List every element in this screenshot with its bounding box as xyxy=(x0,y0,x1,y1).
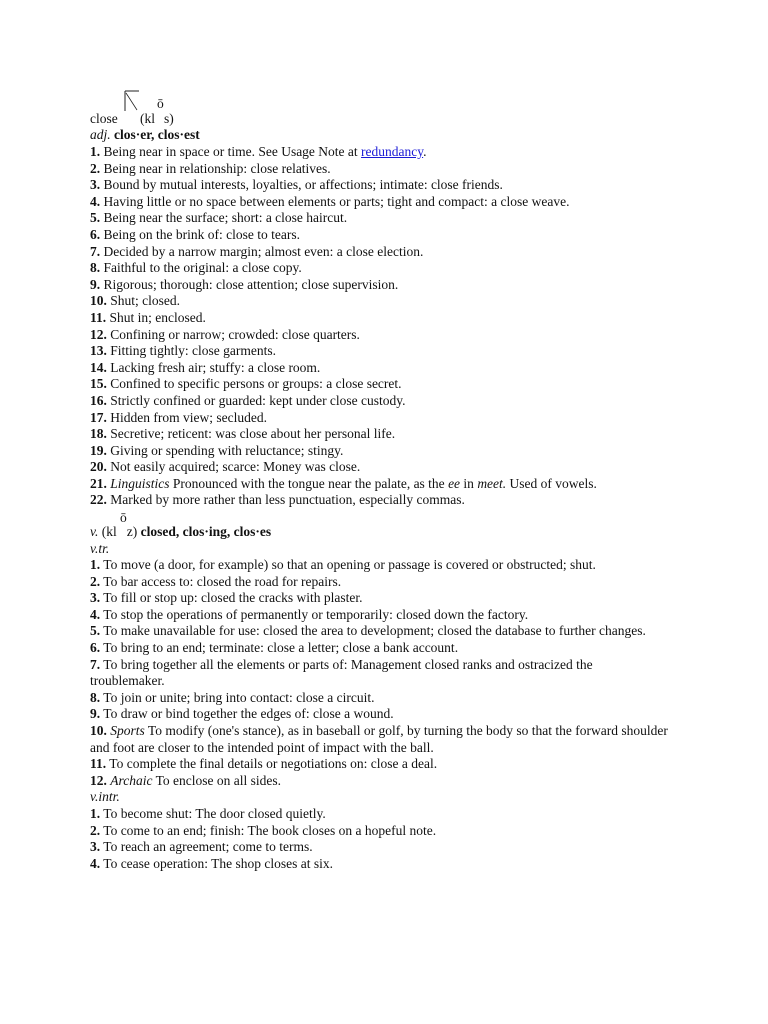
sense-adj-4: 4. Having little or no space between elements or parts; tight and compact: a close weave. xyxy=(90,193,570,209)
sense-vtr-6: 6. To bring to an end; terminate: close a letter; close a bank account. xyxy=(90,639,459,655)
adjective-header xyxy=(90,127,200,143)
sense-adj-11: 11. Shut in; enclosed. xyxy=(90,309,206,325)
pronunciation-glyph-box xyxy=(124,90,140,112)
verb-pronunciation-vowel: ō xyxy=(120,510,127,525)
sense-vintr-2: 2. To come to an end; finish: The book closes on a hopeful note. xyxy=(90,822,437,838)
sense-vtr-11: 11. To complete the final details or negotiations on: close a deal. xyxy=(90,756,438,772)
sense-adj-16: 16. Strictly confined or guarded: kept under close custody. xyxy=(90,392,406,408)
pronunciation-open: (kl xyxy=(140,111,155,126)
verb-inflections: closed, clos·ing, clos·es xyxy=(140,524,272,539)
sense-adj-14: 14. Lacking fresh air; stuffy: a close room. xyxy=(90,359,321,375)
verb-pron-open: (kl xyxy=(101,524,117,539)
sense-vtr-2: 2. To bar access to: closed the road for repairs. xyxy=(90,573,342,589)
pronunciation-close: s) xyxy=(164,111,174,126)
inflection-superlative: clos·est xyxy=(157,127,200,142)
sense-adj-17: 17. Hidden from view; secluded. xyxy=(90,409,267,425)
pos-label-adj: adj. xyxy=(90,127,111,142)
pos-label-verb: v. xyxy=(90,524,99,539)
sense-adj-13: 13. Fitting tightly: close garments. xyxy=(90,343,276,359)
sense-adj-2: 2. Being near in relationship: close relatives. xyxy=(90,160,331,176)
inflection-comparative: clos·er, xyxy=(114,127,155,142)
redundancy-link[interactable]: redundancy xyxy=(361,144,424,159)
sense-vtr-8: 8. To join or unite; bring into contact: close a circuit. xyxy=(90,689,375,705)
sense-adj-5: 5. Being near the surface; short: a close haircut. xyxy=(90,210,348,226)
usage-label: Archaic xyxy=(110,772,153,788)
usage-label: Linguistics xyxy=(110,475,170,491)
sense-adj-1: 1. Being near in space or time. See Usage Note at redundancy. xyxy=(90,144,427,159)
sense-adj-19: 19. Giving or spending with reluctance; stingy. xyxy=(90,442,344,458)
sense-adj-12: 12. Confining or narrow; crowded: close quarters. xyxy=(90,326,360,342)
verb-header xyxy=(90,524,271,540)
sense-adj-10: 10. Shut; closed. xyxy=(90,293,180,309)
sense-vintr-4: 4. To cease operation: The shop closes at six. xyxy=(90,855,334,871)
sense-adj-22: 22. Marked by more rather than less punctuation, especially commas. xyxy=(90,492,465,508)
sense-vintr-1: 1. To become shut: The door closed quietly. xyxy=(90,805,326,821)
transitive-senses xyxy=(90,557,670,872)
sense-vtr-12: 12. Archaic To enclose on all sides. xyxy=(90,772,282,788)
sense-adj-3: 3. Bound by mutual interests, loyalties, or affections; intimate: close friends. xyxy=(90,177,503,193)
pronunciation-vowel: ō xyxy=(157,96,164,111)
usage-label: Sports xyxy=(110,722,145,738)
sense-adj-21: 21. Linguistics Pronounced with the tongue near the palate, as the ee in meet. Used of vowels. xyxy=(90,475,597,491)
sense-vtr-3: 3. To fill or stop up: closed the cracks with plaster. xyxy=(90,590,363,606)
sense-vtr-5: 5. To make unavailable for use: closed the area to development; closed the database to further changes. xyxy=(90,623,646,639)
sense-vintr-3: 3. To reach an agreement; come to terms. xyxy=(90,839,313,855)
sense-vtr-9: 9. To draw or bind together the edges of: close a wound. xyxy=(90,706,394,722)
adjective-senses xyxy=(90,144,670,509)
sense-adj-7: 7. Decided by a narrow margin; almost even: a close election. xyxy=(90,243,424,259)
headword: close xyxy=(90,111,118,126)
transitive-label: v.tr. xyxy=(90,541,110,556)
sense-vtr-4: 4. To stop the operations of permanently or temporarily: closed down the factory. xyxy=(90,606,529,622)
intransitive-label: v.intr. xyxy=(90,789,120,805)
sense-vtr-1: 1. To move (a door, for example) so that an opening or passage is covered or obstructed; shut. xyxy=(90,557,596,572)
sense-adj-6: 6. Being on the brink of: close to tears. xyxy=(90,226,300,242)
sense-adj-18: 18. Secretive; reticent: was close about her personal life. xyxy=(90,426,396,442)
sense-vtr-7: 7. To bring together all the elements or parts of: Management closed ranks and ostracized the troublemaker. xyxy=(90,656,593,689)
sense-vtr-10: 10. Sports To modify (one's stance), as in baseball or golf, by turning the body so that the forward shoulder and foot are closer to the intended point of impact with the ball. xyxy=(90,722,668,755)
sense-adj-15: 15. Confined to specific persons or groups: a close secret. xyxy=(90,376,402,392)
sense-adj-20: 20. Not easily acquired; scarce: Money was close. xyxy=(90,459,361,475)
verb-pron-close: z) xyxy=(126,524,138,539)
sense-adj-8: 8. Faithful to the original: a close copy. xyxy=(90,260,302,276)
sense-adj-9: 9. Rigorous; thorough: close attention; close supervision. xyxy=(90,276,399,292)
